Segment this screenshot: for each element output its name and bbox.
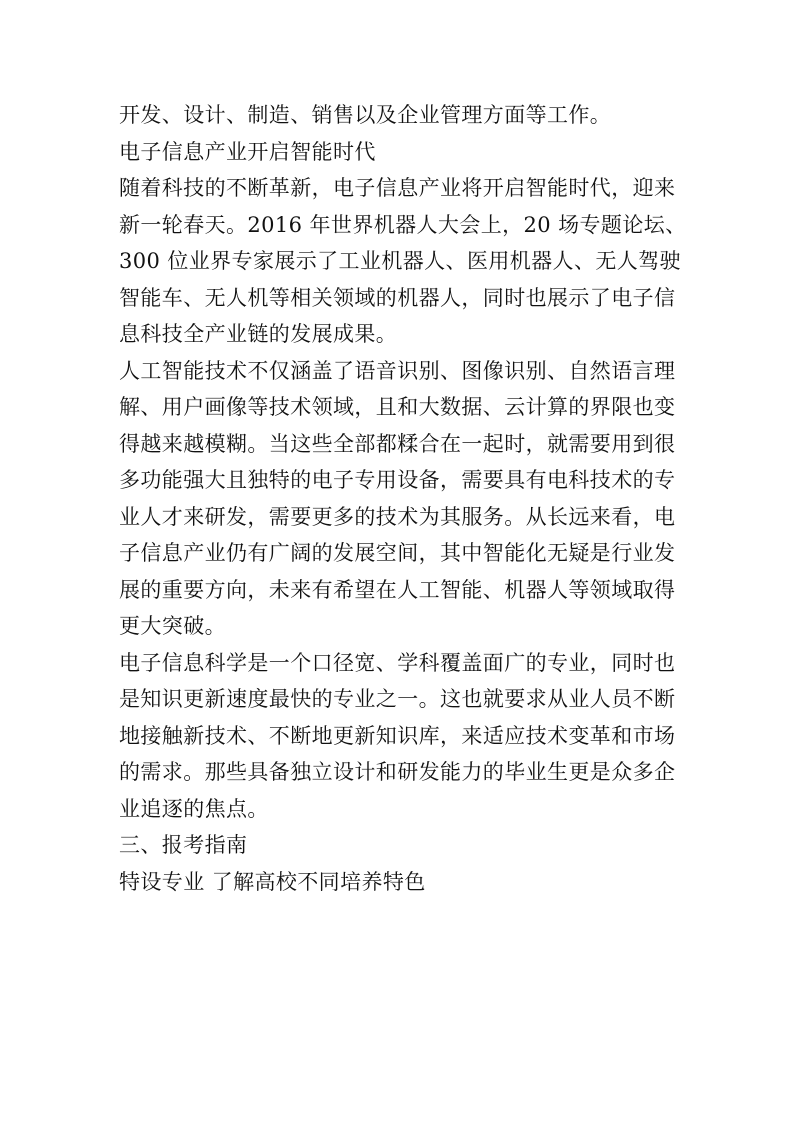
paragraph-ai-technology bbox=[119, 353, 687, 645]
paragraph-intro-continuation bbox=[119, 97, 687, 134]
text-line: 业追逐的焦点。 bbox=[119, 796, 269, 821]
section-heading-smart-era bbox=[119, 134, 687, 171]
text-line: 随着科技的不断革新，电子信息产业将开启智能时代，迎来 bbox=[119, 176, 676, 200]
text-line: 息科技全产业链的发展成果。 bbox=[119, 322, 398, 346]
section-heading-application-guide bbox=[119, 827, 687, 864]
text-line: 开发、设计、制造、销售以及企业管理方面等工作。 bbox=[119, 103, 612, 127]
text-line: 的需求。那些具备独立设计和研发能力的毕业生更是众多企 bbox=[119, 760, 676, 784]
text-line: 智能车、无人机等相关领域的机器人，同时也展示了电子信 bbox=[119, 285, 676, 310]
text-line: 电子信息产业开启智能时代 bbox=[119, 139, 376, 164]
text-line: 得越来越模糊。当这些全部都糅合在一起时，就需要用到很 bbox=[119, 431, 676, 456]
text-line: 三、报考指南 bbox=[119, 833, 248, 857]
text-line: 300 位业界专家展示了工业机器人、医用机器人、无人驾驶 bbox=[119, 249, 681, 273]
text-line: 多功能强大且独特的电子专用设备，需要具有电科技术的专 bbox=[119, 468, 676, 492]
paragraph-electronic-info-science bbox=[119, 645, 687, 828]
text-line: 解、用户画像等技术领域，且和大数据、云计算的界限也变 bbox=[119, 395, 676, 419]
text-line: 电子信息科学是一个口径宽、学科覆盖面广的专业，同时也 bbox=[119, 650, 676, 675]
text-line: 新一轮春天。2016 年世界机器人大会上，20 场专题论坛、 bbox=[119, 212, 687, 237]
text-line: 业人才来研发，需要更多的技术为其服务。从长远来看，电 bbox=[119, 504, 676, 529]
text-line: 更大突破。 bbox=[119, 614, 226, 638]
text-line: 人工智能技术不仅涵盖了语音识别、图像识别、自然语言理 bbox=[119, 358, 676, 383]
text-line: 展的重要方向，未来有希望在人工智能、机器人等领域取得 bbox=[119, 577, 676, 602]
document-body bbox=[119, 97, 687, 900]
text-line: 特设专业 了解高校不同培养特色 bbox=[119, 869, 426, 894]
subheading-special-majors bbox=[119, 864, 687, 901]
text-line: 子信息产业仍有广阔的发展空间，其中智能化无疑是行业发 bbox=[119, 541, 676, 565]
text-line: 地接触新技术、不断地更新知识库，来适应技术变革和市场 bbox=[119, 723, 676, 748]
paragraph-robot-conference bbox=[119, 170, 687, 353]
text-line: 是知识更新速度最快的专业之一。这也就要求从业人员不断 bbox=[119, 687, 676, 711]
